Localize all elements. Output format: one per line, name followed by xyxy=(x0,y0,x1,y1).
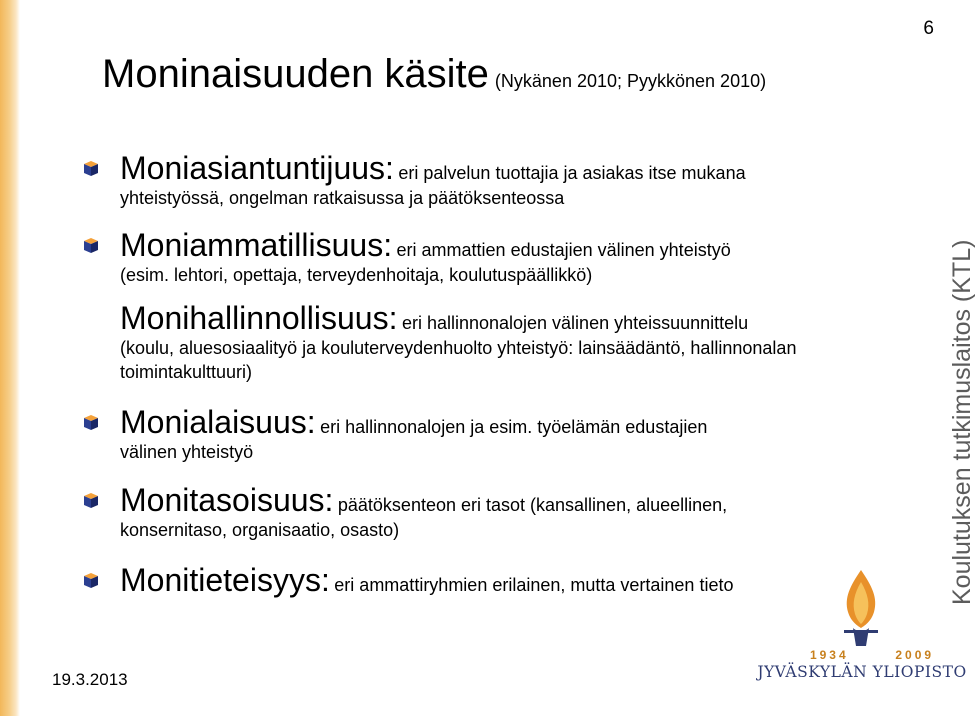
title-text: Moninaisuuden käsite xyxy=(102,52,489,96)
term-label: Moniammatillisuus: xyxy=(120,227,393,263)
logo-years xyxy=(802,648,942,662)
term-description: eri palvelun tuottajia ja asiakas itse mukana xyxy=(398,163,746,183)
logo-year-start: 1934 xyxy=(809,648,849,662)
title-reference: (Nykänen 2010; Pyykkönen 2010) xyxy=(494,71,767,91)
cube-bullet-icon xyxy=(82,571,100,589)
logo-year-end: 2009 xyxy=(895,648,935,662)
term-description-continued: (koulu, aluesosiaalityö ja kouluterveydenhuolto yhteistyö: lainsäädäntö, hallinnonalan toimintakulttuuri) xyxy=(120,338,797,382)
term-label: Monitasoisuus: xyxy=(120,482,334,518)
term-label: Moniasiantuntijuus: xyxy=(120,150,394,186)
decorative-left-band xyxy=(0,0,20,716)
cube-bullet-icon xyxy=(82,491,100,509)
term-label: Monitieteisyys: xyxy=(120,562,330,598)
term-label: Monihallinnollisuus: xyxy=(120,300,398,336)
page-number: 6 xyxy=(923,18,934,39)
cube-bullet-icon xyxy=(82,413,100,431)
term-description-continued: konsernitaso, organisaatio, osasto) xyxy=(120,520,400,540)
term-description: päätöksenteon eri tasot (kansallinen, alueellinen, xyxy=(337,495,728,515)
term-description: eri ammattiryhmien erilainen, mutta vertainen tieto xyxy=(334,575,734,595)
term-description-continued: (esim. lehtori, opettaja, terveydenhoitaja, koulutuspäällikkö) xyxy=(120,265,593,285)
institute-side-label: Koulutuksen tutkimuslaitos (KTL) xyxy=(948,239,976,605)
list-item xyxy=(120,227,850,287)
cube-bullet-icon xyxy=(82,236,100,254)
torch-flame-icon xyxy=(838,568,884,648)
list-item xyxy=(120,482,850,542)
term-label: Monialaisuus: xyxy=(120,404,316,440)
list-item xyxy=(120,300,850,384)
cube-bullet-icon xyxy=(82,159,100,177)
logo-university-name: JYVÄSKYLÄN YLIOPISTO xyxy=(757,663,967,681)
term-description: eri hallinnonalojen välinen yhteissuunnittelu xyxy=(401,313,749,333)
term-description: eri hallinnonalojen ja esim. työelämän edustajien xyxy=(320,417,708,437)
term-description-continued: välinen yhteistyö xyxy=(120,442,254,462)
term-description: eri ammattien edustajien välinen yhteistyö xyxy=(396,240,731,260)
term-description-continued: yhteistyössä, ongelman ratkaisussa ja päätöksenteossa xyxy=(120,188,565,208)
list-item xyxy=(120,404,850,464)
list-item xyxy=(120,562,850,598)
slide-title xyxy=(102,52,766,97)
list-item xyxy=(120,150,850,210)
university-logo xyxy=(742,566,967,716)
slide-date: 19.3.2013 xyxy=(52,670,128,689)
